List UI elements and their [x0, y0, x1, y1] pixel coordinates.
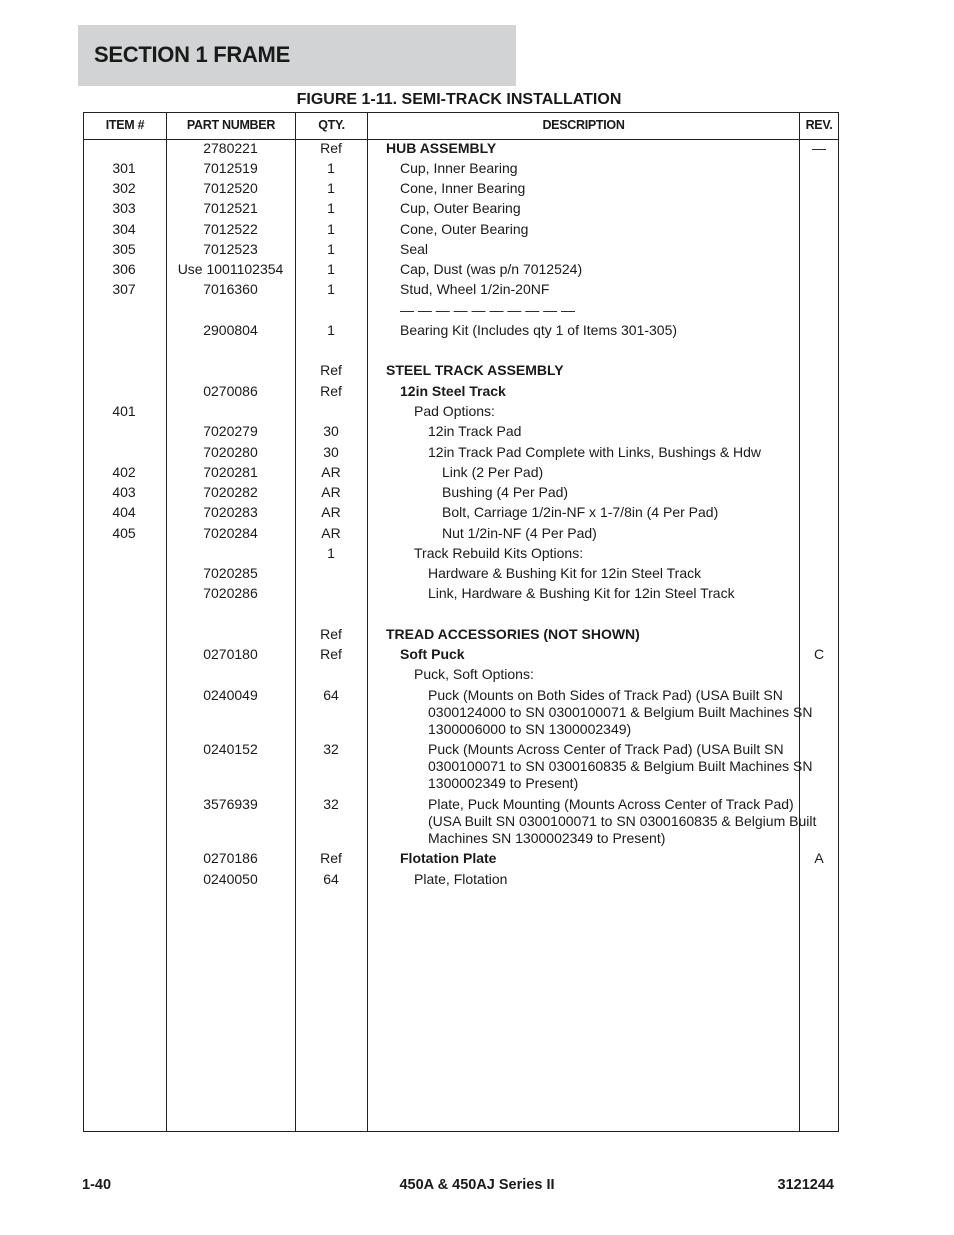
quantity: 1	[327, 545, 335, 561]
item-number: 305	[112, 241, 136, 257]
column-header-rev: REV.	[805, 118, 833, 132]
description: Seal	[400, 241, 429, 257]
column-divider	[367, 112, 368, 1132]
column-header-part-number: PART NUMBER	[186, 118, 276, 132]
item-number: 302	[112, 180, 136, 196]
description: Cup, Inner Bearing	[400, 160, 518, 176]
description: Track Rebuild Kits Options:	[414, 545, 584, 561]
section-title: SECTION 1 FRAME	[94, 42, 290, 67]
section-header	[78, 25, 516, 86]
quantity: 32	[323, 741, 339, 757]
quantity: 30	[323, 444, 339, 460]
quantity: 64	[323, 687, 339, 703]
part-number: 2780221	[203, 140, 258, 156]
part-number: 0270086	[203, 383, 258, 399]
part-number: 7012521	[203, 200, 258, 216]
description: Bearing Kit (Includes qty 1 of Items 301-305)	[400, 322, 678, 338]
description: Nut 1/2in-NF (4 Per Pad)	[442, 525, 597, 541]
description: Cone, Inner Bearing	[400, 180, 526, 196]
quantity: 64	[323, 871, 339, 887]
quantity: 30	[323, 423, 339, 439]
quantity: AR	[321, 484, 341, 500]
quantity: AR	[321, 464, 341, 480]
item-number: 403	[112, 484, 136, 500]
quantity: 1	[327, 281, 335, 297]
item-number: 401	[112, 403, 136, 419]
description: 12in Track Pad Complete with Links, Bushings & Hdw	[428, 444, 762, 460]
item-number: 306	[112, 261, 136, 277]
column-header-item: ITEM #	[105, 118, 145, 132]
quantity: Ref	[320, 140, 342, 156]
part-number: 7020282	[203, 484, 258, 500]
quantity: AR	[321, 525, 341, 541]
description: Hardware & Bushing Kit for 12in Steel Track	[428, 565, 702, 581]
quantity: 1	[327, 160, 335, 176]
description: 12in Steel Track	[400, 383, 506, 399]
item-number: 301	[112, 160, 136, 176]
part-number: 7012523	[203, 241, 258, 257]
part-number: 7012522	[203, 221, 258, 237]
part-number: 7020285	[203, 565, 258, 581]
description: Plate, Puck Mounting (Mounts Across Center of Track Pad) (USA Built SN 0300100071 to SN 0300160835 & Belgium Built Machines SN 1300002349 to Present)	[428, 796, 817, 846]
description: Link (2 Per Pad)	[442, 464, 544, 480]
revision: C	[813, 646, 825, 662]
description: Link, Hardware & Bushing Kit for 12in Steel Track	[428, 585, 735, 601]
quantity: 1	[327, 221, 335, 237]
quantity: 1	[327, 180, 335, 196]
quantity: 32	[323, 796, 339, 812]
part-number: 2900804	[203, 322, 258, 338]
part-number: 0240049	[203, 687, 258, 703]
description: 12in Track Pad	[428, 423, 522, 439]
part-number: 0270180	[203, 646, 258, 662]
part-number: 7020283	[203, 504, 258, 520]
part-number: 7020280	[203, 444, 258, 460]
document-number: 3121244	[777, 1177, 834, 1193]
model-name: 450A & 450AJ Series II	[399, 1177, 555, 1193]
part-number: 7012520	[203, 180, 258, 196]
description: Flotation Plate	[400, 850, 497, 866]
part-number: 3576939	[203, 796, 258, 812]
description: Puck, Soft Options:	[414, 666, 534, 682]
item-number: 404	[112, 504, 136, 520]
quantity: Ref	[320, 383, 342, 399]
part-number: 0270186	[203, 850, 258, 866]
item-number: 303	[112, 200, 136, 216]
description: Bolt, Carriage 1/2in-NF x 1-7/8in (4 Per Pad)	[442, 504, 719, 520]
quantity: Ref	[320, 850, 342, 866]
part-number: 7016360	[203, 281, 258, 297]
description: Puck (Mounts on Both Sides of Track Pad) (USA Built SN 0300124000 to SN 0300100071 & Belgium Built Machines SN 1300006000 to SN 1300002349)	[428, 687, 813, 737]
quantity: 1	[327, 261, 335, 277]
item-number: 307	[112, 281, 136, 297]
description: TREAD ACCESSORIES (NOT SHOWN)	[386, 626, 640, 642]
part-number: 7020279	[203, 423, 258, 439]
part-number: 7020286	[203, 585, 258, 601]
page-number: 1-40	[82, 1177, 112, 1193]
revision: A	[814, 850, 824, 866]
quantity: Ref	[320, 626, 342, 642]
description: Puck (Mounts Across Center of Track Pad) (USA Built SN 0300100071 to SN 0300160835 & Belgium Built Machines SN 1300002349 to Present)	[428, 741, 813, 791]
description: HUB ASSEMBLY	[386, 140, 497, 156]
part-number: 0240152	[203, 741, 258, 757]
item-number: 405	[112, 525, 136, 541]
quantity: 1	[327, 322, 335, 338]
column-header-qty: QTY.	[318, 118, 345, 132]
description: STEEL TRACK ASSEMBLY	[386, 362, 564, 378]
quantity: 1	[327, 200, 335, 216]
part-number: Use 1001102354	[177, 261, 284, 277]
part-number: 7012519	[203, 160, 258, 176]
description: Soft Puck	[400, 646, 465, 662]
description: Cup, Outer Bearing	[400, 200, 521, 216]
part-number: 7020284	[203, 525, 258, 541]
quantity: AR	[321, 504, 341, 520]
quantity: Ref	[320, 646, 342, 662]
part-number: 0240050	[203, 871, 258, 887]
description: Plate, Flotation	[414, 871, 508, 887]
part-number: 7020281	[203, 464, 258, 480]
description: Pad Options:	[414, 403, 495, 419]
item-number: 304	[112, 221, 136, 237]
item-number: 402	[112, 464, 136, 480]
description: — — — — — — — — — —	[400, 302, 576, 318]
description: Cone, Outer Bearing	[400, 221, 529, 237]
description: Cap, Dust (was p/n 7012524)	[400, 261, 583, 277]
quantity: 1	[327, 241, 335, 257]
quantity: Ref	[320, 362, 342, 378]
column-header-description: DESCRIPTION	[542, 118, 625, 132]
description: Bushing (4 Per Pad)	[442, 484, 569, 500]
description: Stud, Wheel 1/2in-20NF	[400, 281, 550, 297]
figure-title: FIGURE 1-11. SEMI-TRACK INSTALLATION	[296, 91, 622, 108]
revision: —	[812, 140, 826, 156]
